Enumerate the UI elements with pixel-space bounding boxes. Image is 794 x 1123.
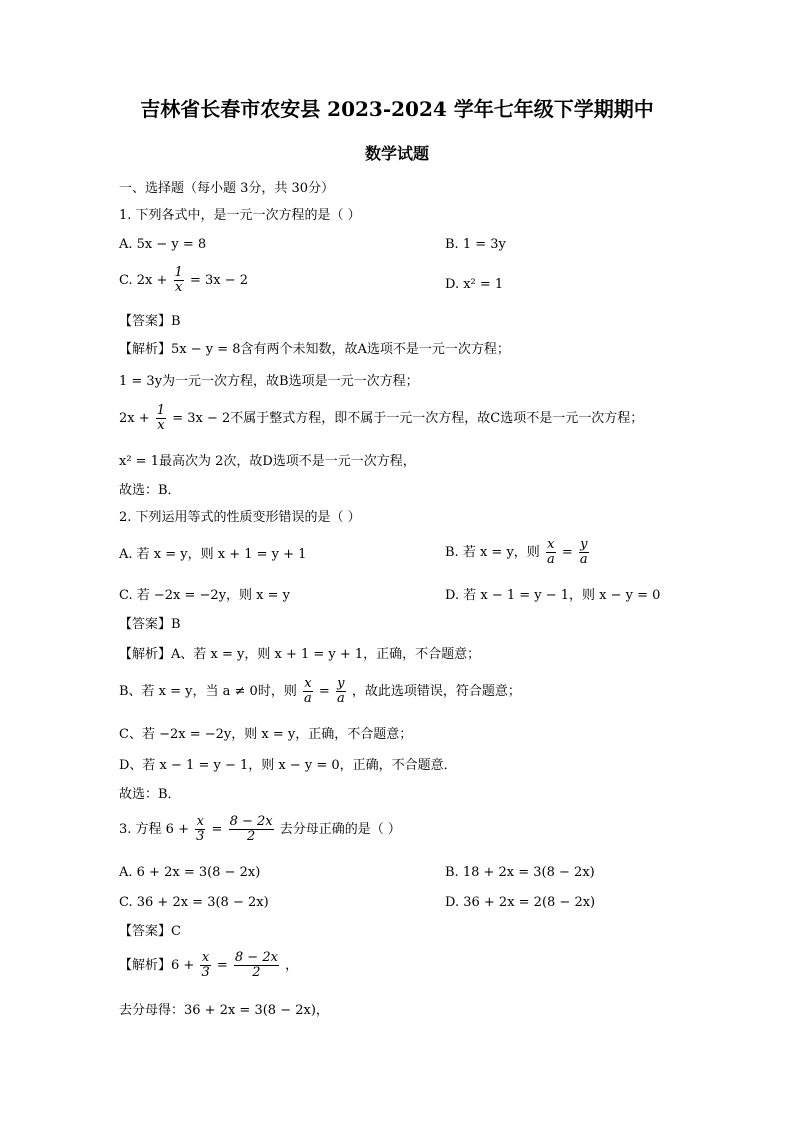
fraction-denominator: a — [579, 552, 588, 567]
fraction — [234, 951, 279, 980]
question-2-option-c: C. 若 −2x = −2y，则 x = y — [119, 588, 291, 603]
fraction — [156, 404, 166, 433]
fraction-denominator: 2 — [252, 965, 261, 980]
fraction-denominator: a — [336, 691, 345, 706]
option-c-prefix: C. 2x + — [119, 273, 168, 288]
question-1-option-d: D. x² = 1 — [445, 277, 504, 292]
question-3-step: 去分母得：36 + 2x = 3(8 − 2x)， — [119, 1003, 329, 1018]
fraction — [200, 951, 210, 980]
fraction-numerator: 8 − 2x — [229, 814, 273, 829]
question-2-conclusion: 故选：B． — [119, 787, 181, 802]
question-2-explanation-3: C、若 −2x = −2y，则 x = y，正确，不合题意； — [119, 727, 413, 742]
question-3-option-d: D. 36 + 2x = 2(8 − 2x) — [445, 895, 596, 910]
question-2-explanation-4: D、若 x − 1 = y − 1，则 x − y = 0，正确，不合题意． — [119, 758, 457, 773]
equals-sign: = — [211, 822, 223, 837]
fraction-numerator: x — [304, 676, 312, 691]
fraction-numerator: 1 — [156, 403, 166, 418]
option-c-suffix: = 3x − 2 — [189, 273, 249, 288]
option-b-prefix: B. 若 x = y，则 — [445, 545, 540, 560]
question-2-explanation-1: 【解析】A、若 x = y，则 x + 1 = y + 1，正确，不合题意； — [119, 647, 481, 662]
question-2-option-a: A. 若 x = y，则 x + 1 = y + 1 — [119, 547, 307, 562]
fraction — [303, 677, 313, 706]
question-3-option-c: C. 36 + 2x = 3(8 − 2x) — [119, 895, 269, 910]
question-1-answer: 【答案】B — [119, 314, 181, 329]
question-2-explanation-2 — [119, 677, 521, 706]
page-subtitle: 数学试题 — [364, 144, 429, 163]
explanation-2-suffix: ，故此选项错误，符合题意； — [351, 684, 521, 699]
fraction-denominator: 3 — [196, 829, 205, 844]
question-1-option-a: A. 5x − y = 8 — [119, 237, 207, 252]
question-1-stem: 1. 下列各式中，是一元一次方程的是（ ） — [119, 208, 361, 223]
equals-sign: = — [216, 958, 228, 973]
fraction-numerator: x — [201, 950, 210, 965]
fraction — [174, 266, 184, 295]
fraction-numerator: x — [196, 814, 204, 829]
fraction-numerator: y — [337, 676, 345, 691]
equals-sign: = — [561, 545, 573, 560]
explanation-3-prefix: 2x + — [119, 411, 150, 426]
question-1-explanation-2: 1 = 3y为一元一次方程，故B选项是一元一次方程； — [119, 374, 419, 389]
fraction-denominator: a — [546, 552, 555, 567]
question-2-option-b — [445, 538, 591, 567]
fraction-denominator: 3 — [201, 965, 210, 980]
question-1-conclusion: 故选：B． — [119, 483, 181, 498]
question-3-stem — [119, 815, 401, 844]
stem-prefix: 3. 方程 6 + — [119, 822, 189, 837]
fraction — [579, 538, 589, 567]
question-2-option-d: D. 若 x − 1 = y − 1，则 x − y = 0 — [445, 588, 661, 603]
fraction-numerator: 8 − 2x — [234, 950, 278, 965]
question-1-option-b: B. 1 = 3y — [445, 237, 506, 252]
fraction — [336, 677, 346, 706]
explanation-2-prefix: B、若 x = y，当 a ≠ 0时，则 — [119, 684, 297, 699]
section-heading: 一、选择题（每小题 3分，共 30分） — [119, 181, 335, 196]
page-title: 吉林省长春市农安县 2023-2024 学年七年级下学期期中 — [140, 97, 654, 121]
fraction-denominator: 2 — [246, 829, 256, 844]
question-3-answer: 【答案】C — [119, 924, 181, 939]
stem-suffix: 去分母正确的是（ ） — [279, 822, 401, 837]
question-1-option-c — [119, 266, 248, 295]
fraction-numerator: x — [547, 537, 555, 552]
fraction — [546, 538, 556, 567]
fraction-denominator: a — [303, 691, 312, 706]
question-2-answer: 【答案】B — [119, 617, 181, 632]
fraction-denominator: x — [157, 418, 165, 433]
fraction-numerator: y — [580, 537, 588, 552]
equals-sign: = — [318, 684, 330, 699]
fraction-denominator: x — [175, 280, 183, 295]
fraction-numerator: 1 — [174, 265, 183, 280]
fraction — [195, 815, 205, 844]
question-1-explanation-1: 【解析】5x − y = 8含有两个未知数，故A选项不是一元一次方程； — [119, 342, 510, 357]
explanation-suffix: ， — [285, 958, 299, 973]
question-3-option-a: A. 6 + 2x = 3(8 − 2x) — [119, 865, 261, 880]
question-3-option-b: B. 18 + 2x = 3(8 − 2x) — [445, 865, 595, 880]
question-3-explanation — [119, 951, 298, 980]
fraction — [229, 815, 274, 844]
question-1-explanation-3 — [119, 404, 643, 433]
question-2-stem: 2. 下列运用等式的性质变形错误的是（ ） — [119, 510, 361, 525]
explanation-3-suffix: = 3x − 2不属于整式方程，即不属于一元一次方程，故C选项不是一元一次方程； — [172, 411, 644, 426]
question-1-explanation-4: x² = 1最高次为 2次，故D选项不是一元一次方程， — [119, 454, 416, 469]
explanation-prefix: 【解析】6 + — [119, 958, 195, 973]
